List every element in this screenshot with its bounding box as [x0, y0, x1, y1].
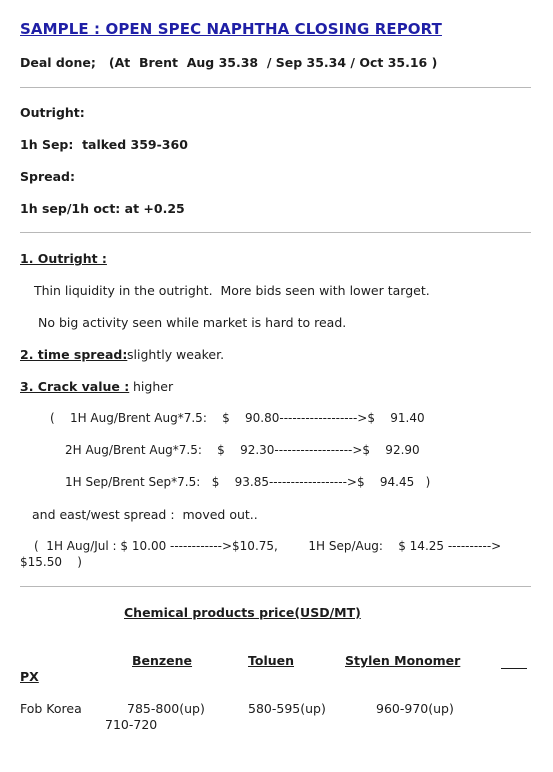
col-benzene: Benzene: [132, 653, 193, 668]
px-price: 710-720: [105, 717, 158, 732]
chem-table-title: Chemical products price(USD/MT): [124, 605, 361, 620]
crack-row-2: 2H Aug/Brent Aug*7.5: $ 92.30------------------>$ 92.90: [65, 443, 420, 457]
divider: [20, 87, 531, 88]
row-label-fob-korea: Fob Korea: [20, 701, 82, 716]
spread-line: 1h sep/1h oct: at +0.25: [20, 201, 185, 216]
outright-header: Outright:: [20, 105, 85, 120]
crack-row-3: 1H Sep/Brent Sep*7.5: $ 93.85------------------>$ 94.45 ): [65, 475, 431, 489]
section1-line1: Thin liquidity in the outright. More bids seen with lower target.: [34, 283, 430, 298]
section2-heading: 2. time spread:: [20, 347, 128, 362]
col-toluen: Toluen: [248, 653, 295, 668]
outright-line: 1h Sep: talked 359-360: [20, 137, 188, 152]
stylen-price: 960-970(up): [376, 701, 454, 716]
divider: [20, 586, 531, 587]
report-title: SAMPLE : OPEN SPEC NAPHTHA CLOSING REPORT: [20, 20, 442, 38]
spread-header: Spread:: [20, 169, 75, 184]
col-px: PX: [20, 669, 39, 684]
toluen-price: 580-595(up): [248, 701, 326, 716]
section3-heading: 3. Crack value :: [20, 379, 130, 394]
section1-heading: 1. Outright :: [20, 251, 107, 266]
section3-text: higher: [133, 379, 174, 394]
section1-line2: No big activity seen while market is hard to read.: [38, 315, 347, 330]
crack-row-1: ( 1H Aug/Brent Aug*7.5: $ 90.80------------------>$ 91.40: [50, 411, 425, 425]
section2-text: slightly weaker.: [127, 347, 225, 362]
benzene-price: 785-800(up): [127, 701, 205, 716]
east-west-line: and east/west spread : moved out..: [32, 507, 258, 522]
col-stylen: Stylen Monomer: [345, 653, 461, 668]
divider: [20, 232, 531, 233]
jul-spread-line-2: $15.50 ): [20, 555, 82, 569]
deal-done-line: Deal done; (At Brent Aug 35.38 / Sep 35.34 / Oct 35.16 ): [20, 55, 438, 70]
col-px-underline: [501, 668, 527, 669]
jul-spread-line-1: ( 1H Aug/Jul : $ 10.00 ------------>$10.75, 1H Sep/Aug: $ 14.25 ---------->: [34, 539, 502, 553]
